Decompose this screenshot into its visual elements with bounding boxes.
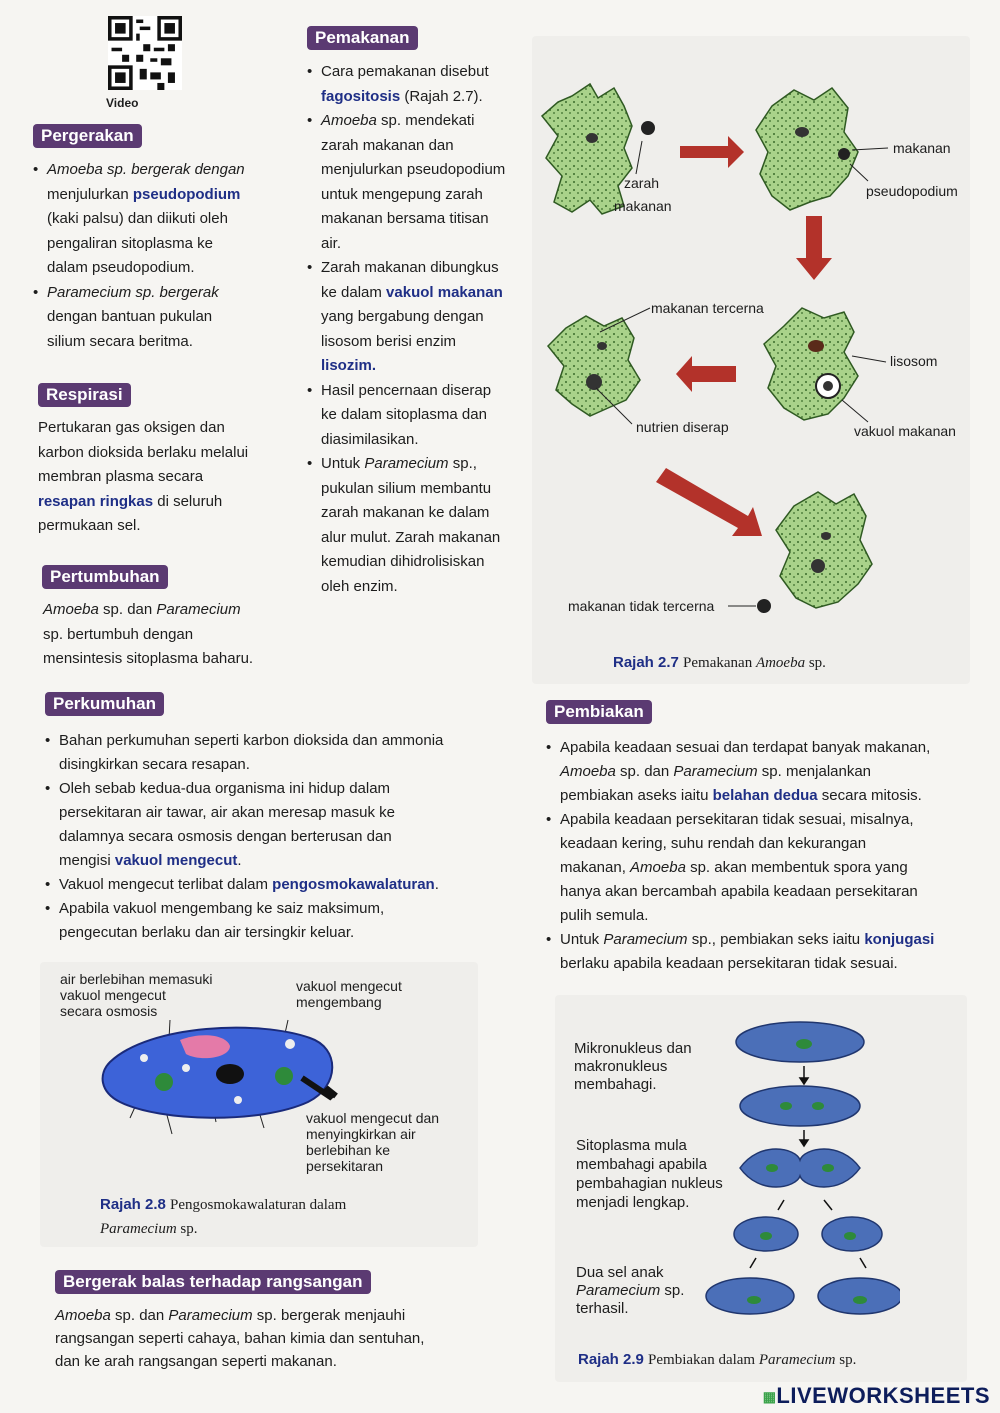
rajah-2-8-caption: Rajah 2.8 Pengosmokawalaturan dalam <box>100 1196 347 1213</box>
pemakanan-text: • Cara pemakanan disebut fagositosis (Rajah 2.7). • Amoeba sp. mendekati zarah makanan dan menjulurkan pseudopodium untuk mengepung zarah makanan bersama titisan air. • Zarah makanan dibungkus ke dalam vakuol makanan yang bergabung dengan lisosom berisi enzim lisozim. • Hasil pencernaan diserap ke dalam sitoplasma dan diasimilasikan. • Untuk Paramecium sp., pukulan silium membantu zarah makanan ke dalam alur mulut. Zarah makanan kemudian dihidrolisiskan oleh enzim. <box>307 60 532 599</box>
label-zarah: zarah <box>624 175 660 191</box>
food-particle-1 <box>641 121 655 135</box>
respirasi-heading: Respirasi <box>38 383 131 407</box>
rajah-2-7-caption: Rajah 2.7 Pemakanan Amoeba sp. <box>613 654 826 671</box>
label-makanan-zarah: makanan <box>614 198 672 214</box>
label-sitoplasma: Sitoplasma mula membahagi apabila pembahagian nukleus menjadi lengkap. <box>576 1137 723 1211</box>
label-lisosom: lisosom <box>890 353 938 369</box>
label-vakuol-makanan: vakuol makanan <box>854 423 956 439</box>
label-nutrien: nutrien diserap <box>636 419 729 435</box>
pembiakan-text: • Apabila keadaan sesuai dan terdapat banyak makanan, Amoeba sp. dan Paramecium sp. menjalankan pembiakan aseks iaitu belahan dedua secara mitosis. • Apabila keadaan persekitaran tidak sesuai, misalnya, keadaan kering, suhu rendah dan kekurangan makanan, Amoeba sp. akan membentuk spora yang hanya akan bercambah apabila keadaan persekitaran pulih semula. • Untuk Paramecium sp., pembiakan seks iaitu konjugasi berlaku apabila keadaan persekitaran tidak sesuai. <box>546 736 986 976</box>
daughter-cell-b <box>818 1278 900 1314</box>
cell-stage-3 <box>740 1149 860 1187</box>
cell-stage-2 <box>740 1086 860 1126</box>
rajah-2-8-caption-line2: Paramecium sp. <box>100 1221 198 1237</box>
pembiakan-heading: Pembiakan <box>546 700 652 724</box>
daughter-cell-a <box>706 1278 794 1314</box>
pergerakan-heading: Pergerakan <box>33 124 142 148</box>
label-makanan-tidak: makanan tidak tercerna <box>568 598 715 614</box>
label-vakuol-menyingkirkan: vakuol mengecut dan menyingkirkan air berlebihan ke persekitaran <box>306 1110 440 1174</box>
label-dua-sel: Dua sel anak Paramecium sp. terhasil. <box>576 1264 685 1317</box>
amoeba-1 <box>542 84 632 214</box>
paramecium-reproduction-diagram <box>700 1010 900 1320</box>
label-air-berlebihan: air berlebihan memasuki vakuol mengecut secara osmosis <box>60 971 213 1019</box>
amoeba-3 <box>764 308 858 420</box>
qr-code-icon[interactable] <box>108 16 182 90</box>
label-pseudopodium: pseudopodium <box>866 183 958 199</box>
perkumuhan-text: • Bahan perkumuhan seperti karbon dioksida dan ammonia disingkirkan secara resapan. • Oleh sebab kedua-dua organisma ini hidup dalam persekitaran air tawar, air akan meresap masuk ke dalamnya secara osmosis dengan berterusan dan mengisi vakuol mengecut. • Vakuol mengecut terlibat dalam pengosmokawalaturan. • Apabila vakuol mengembang ke saiz maksimum, pengecutan berlaku dan air tersingkir keluar. <box>45 729 495 945</box>
pergerakan-text: • Amoeba sp. bergerak dengan menjulurkan pseudopodium (kaki palsu) dan diikuti oleh pengaliran sitoplasma ke dalam pseudopodium. • Paramecium sp. bergerak dengan bantuan pukulan silium secara beritma. <box>33 158 283 354</box>
amoeba-5 <box>776 492 872 608</box>
label-vakuol-mengembang: vakuol mengecut mengembang <box>296 978 402 1010</box>
bergerak-balas-text: Amoeba sp. dan Paramecium sp. bergerak menjauhi rangsangan seperti cahaya, bahan kimia dan sentuhan, dan ke arah rangsangan seperti makanan. <box>55 1307 425 1370</box>
pertumbuhan-text: Amoeba sp. dan Paramecium sp. bertumbuh dengan mensintesis sitoplasma baharu. <box>43 601 254 667</box>
rajah-2-9-caption: Rajah 2.9 Pembiakan dalam Paramecium sp. <box>578 1351 857 1368</box>
bergerak-balas-heading: Bergerak balas terhadap rangsangan <box>55 1270 371 1294</box>
pemakanan-heading: Pemakanan <box>307 26 418 50</box>
perkumuhan-heading: Perkumuhan <box>45 692 164 716</box>
pertumbuhan-heading: Pertumbuhan <box>42 565 168 589</box>
qr-label: Video <box>106 96 139 110</box>
amoeba-4 <box>548 316 640 416</box>
label-makanan-tercerna: makanan tercerna <box>651 300 764 316</box>
label-mikronukleus: Mikronukleus dan makronukleus membahagi. <box>574 1040 692 1093</box>
amoeba-feeding-diagram <box>532 36 970 636</box>
respirasi-text: Pertukaran gas oksigen dan karbon dioksida berlaku melalui membran plasma secara resapan ringkas di seluruh permukaan sel. <box>38 419 249 534</box>
liveworksheets-logo[interactable]: ▦LIVEWORKSHEETS <box>762 1383 990 1408</box>
label-makanan: makanan <box>893 140 951 156</box>
liveworksheets-icon: ▦ <box>762 1388 777 1405</box>
